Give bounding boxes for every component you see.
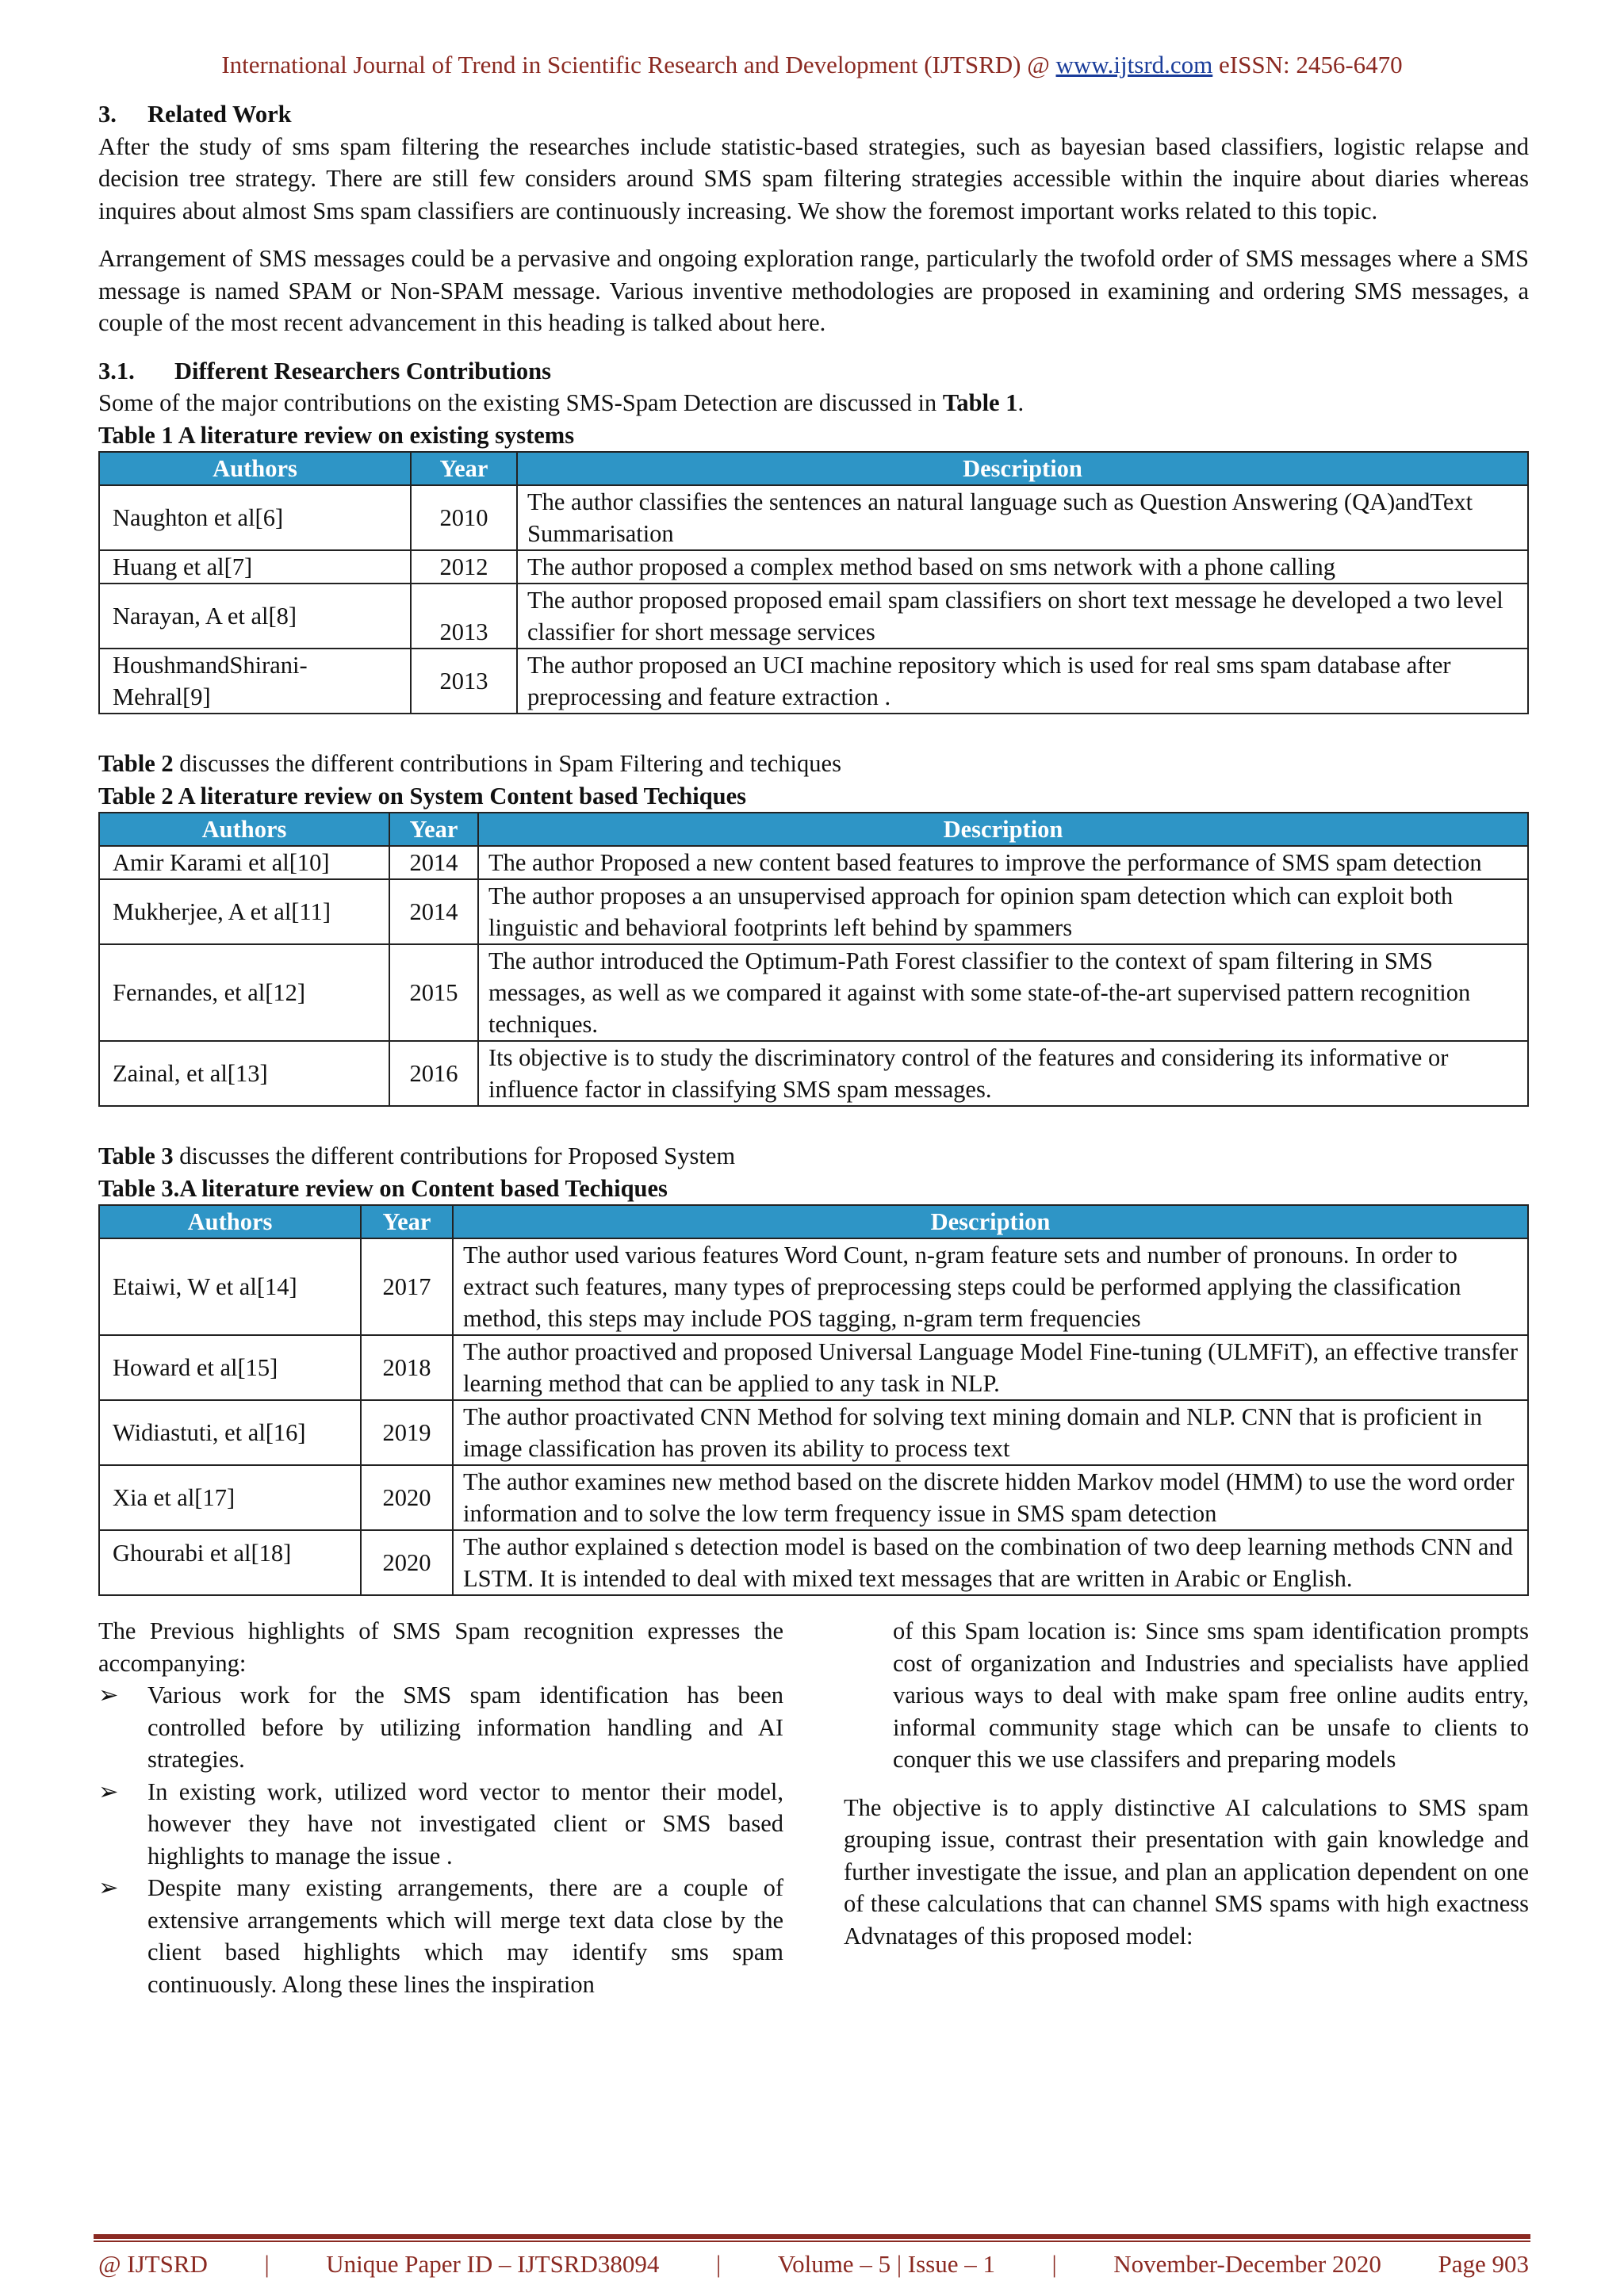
year-cell: 2020 — [361, 1465, 453, 1530]
year-cell: 2014 — [389, 846, 478, 879]
table-row — [99, 1238, 1528, 1335]
section-3-heading: 3. Related Work — [98, 101, 292, 128]
section-3-1-intro: Some of the major contributions on the existing SMS-Spam Detection are discussed in Table 1. — [98, 389, 1025, 416]
arrow-bullet-icon: ➢ — [98, 1777, 119, 1805]
table-2-caption: Table 2 A literature review on System Content based Techiques — [98, 782, 747, 809]
author-cell: Narayan, A et al[8] — [99, 584, 411, 649]
author-cell: Mukherjee, A et al[11] — [99, 879, 389, 944]
footer-separator: | — [715, 2250, 722, 2278]
description-cell: The author introduced the Optimum-Path Forest classifier to the context of spam filtering in SMS messages, as well as we compared it against with some state-of-the-art supervised pattern recognition techniques. — [478, 944, 1528, 1041]
footer-rule — [94, 2234, 1530, 2239]
author-cell: Howard et al[15] — [99, 1335, 361, 1400]
col-header-authors: Authors — [99, 452, 411, 485]
table-1 — [98, 451, 1529, 714]
highlights-intro: The Previous highlights of SMS Spam recognition expresses the accompanying: — [98, 1617, 783, 1677]
footer-page-number: Page 903 — [1438, 2250, 1529, 2278]
table-row — [99, 485, 1528, 550]
col-header-description: Description — [478, 813, 1528, 846]
journal-name: International Journal of Trend in Scientific Research and Development (IJTSRD) @ — [221, 51, 1056, 78]
description-cell: The author proactived and proposed Universal Language Model Fine-tuning (ULMFiT), an effective transfer learning method that can be applied to any task in NLP. — [453, 1335, 1528, 1400]
table-2-header-row — [99, 813, 1528, 846]
footer-separator: | — [264, 2250, 270, 2278]
description-cell: The author proposed an UCI machine repository which is used for real sms spam database after preprocessing and feature extraction . — [517, 649, 1528, 714]
table-1-header-row — [99, 452, 1528, 485]
list-item: ➢ Various work for the SMS spam identification has been controlled before by utilizing information handling and AI strategies. — [98, 1679, 783, 1776]
table-row — [99, 1530, 1528, 1595]
objective-paragraph: The objective is to apply distinctive AI calculations to SMS spam grouping issue, contrast their presentation with gain knowledge and further investigate the issue, and plan an application dependent on one of these calculations that can channel SMS spams with high exactness Advnatages of this proposed model: — [844, 1793, 1529, 1950]
footer-paper-id: Unique Paper ID – IJTSRD38094 — [326, 2250, 660, 2278]
table-1-caption: Table 1 A literature review on existing systems — [98, 421, 575, 449]
section-3-1-heading: 3.1. Different Researchers Contributions — [98, 357, 551, 385]
year-cell: 2013 — [411, 584, 517, 649]
list-item: ➢ In existing work, utilized word vector to mentor their model, however they have not investigated client or SMS based highlights to manage the issue . — [98, 1776, 783, 1873]
year-cell: 2017 — [361, 1238, 453, 1335]
footer-date: November-December 2020 — [1113, 2250, 1381, 2278]
description-cell: The author Proposed a new content based features to improve the performance of SMS spam detection — [478, 846, 1528, 879]
description-cell: Its objective is to study the discriminatory control of the features and considering its informative or influence factor in classifying SMS spam messages. — [478, 1041, 1528, 1106]
table-2-intro: Table 2 discusses the different contributions in Spam Filtering and techiques — [98, 750, 841, 777]
col-header-description: Description — [517, 452, 1528, 485]
author-cell: Huang et al[7] — [99, 550, 411, 584]
author-cell: Xia et al[17] — [99, 1465, 361, 1530]
description-cell: The author examines new method based on the discrete hidden Markov model (HMM) to use the word order information and to solve the low term frequency issue in SMS spam detection — [453, 1465, 1528, 1530]
running-header — [0, 51, 1624, 79]
footer-journal: @ IJTSRD — [98, 2250, 208, 2278]
description-cell: The author explained s detection model is based on the combination of two deep learning methods CNN and LSTM. It is intended to deal with mixed text messages that are written in Arabic or English. — [453, 1530, 1528, 1595]
bullet-continuation: of this Spam location is: Since sms spam identification prompts cost of organization and Industries and specialists have applied various ways to deal with make spam free online audits entry, informal community stage which can be unsafe to clients to conquer this we use classifers and preparing models — [893, 1617, 1529, 1773]
arrow-bullet-icon: ➢ — [98, 1874, 119, 1901]
description-cell: The author proposes a an unsupervised approach for opinion spam detection which can exploit both linguistic and behavioral footprints left behind by spammers — [478, 879, 1528, 944]
author-cell: Zainal, et al[13] — [99, 1041, 389, 1106]
page-content — [98, 98, 1529, 2000]
table-row — [99, 649, 1528, 714]
highlights-list — [98, 1679, 783, 2000]
table-row — [99, 944, 1528, 1041]
col-header-authors: Authors — [99, 813, 389, 846]
table-3-caption: Table 3.A literature review on Content based Techiques — [98, 1174, 668, 1202]
table-3 — [98, 1204, 1529, 1596]
footer-volume-issue: Volume – 5 | Issue – 1 — [777, 2250, 995, 2278]
left-column — [98, 1615, 783, 2000]
section-3-paragraph-2: Arrangement of SMS messages could be a pervasive and ongoing exploration range, particularly the twofold order of SMS messages where a SMS message is named SPAM or Non-SPAM message. Various inventive methodologies are proposed in examining and ordering SMS messages, a couple of the most recent advancement in this heading is talked about here. — [98, 245, 1529, 336]
year-cell: 2014 — [389, 879, 478, 944]
two-column-body — [98, 1615, 1529, 2000]
author-cell: Ghourabi et al[18] — [99, 1530, 361, 1595]
year-cell: 2019 — [361, 1400, 453, 1465]
author-cell: Etaiwi, W et al[14] — [99, 1238, 361, 1335]
footer-rule-thin — [94, 2241, 1530, 2242]
table-3-header-row — [99, 1205, 1528, 1238]
description-cell: The author used various features Word Count, n-gram feature sets and number of pronouns. In order to extract such features, many types of preprocessing steps could be performed applying the classification method, this steps may include POS tagging, n-gram term frequencies — [453, 1238, 1528, 1335]
year-cell: 2015 — [389, 944, 478, 1041]
right-column — [844, 1615, 1529, 2000]
table-row — [99, 1335, 1528, 1400]
arrow-bullet-icon: ➢ — [98, 1682, 119, 1709]
author-cell: Fernandes, et al[12] — [99, 944, 389, 1041]
table-row — [99, 550, 1528, 584]
table-row — [99, 1400, 1528, 1465]
footer-separator: | — [1051, 2250, 1057, 2278]
list-item: ➢ Despite many existing arrangements, there are a couple of extensive arrangements which will merge text data close by the client based highlights which may identify sms spam continuously. Along these lines the inspiration — [98, 1872, 783, 2000]
author-cell: Naughton et al[6] — [99, 485, 411, 550]
col-header-year: Year — [411, 452, 517, 485]
year-cell: 2020 — [361, 1530, 453, 1595]
year-cell: 2018 — [361, 1335, 453, 1400]
year-cell: 2016 — [389, 1041, 478, 1106]
description-cell: The author proposed proposed email spam classifiers on short text message he developed a two level classifier for short message services — [517, 584, 1528, 649]
author-cell: Widiastuti, et al[16] — [99, 1400, 361, 1465]
col-header-year: Year — [389, 813, 478, 846]
year-cell: 2010 — [411, 485, 517, 550]
description-cell: The author classifies the sentences an natural language such as Question Answering (QA)andText Summarisation — [517, 485, 1528, 550]
table-2 — [98, 812, 1529, 1107]
table-row — [99, 584, 1528, 649]
col-header-authors: Authors — [99, 1205, 361, 1238]
table-row — [99, 1041, 1528, 1106]
table-row — [99, 1465, 1528, 1530]
section-3-paragraph-1: After the study of sms spam filtering the researches include statistic-based strategies, such as bayesian based classifiers, logistic relapse and decision tree strategy. There are still few considers around SMS spam filtering strategies accessible within the inquire about diaries whereas inquires about almost Sms spam classifiers are continuously increasing. We show the foremost important works related to this topic. — [98, 132, 1529, 224]
year-cell: 2012 — [411, 550, 517, 584]
table-row — [99, 846, 1528, 879]
table-row — [99, 879, 1528, 944]
description-cell: The author proposed a complex method based on sms network with a phone calling — [517, 550, 1528, 584]
year-cell: 2013 — [411, 649, 517, 714]
table-3-intro: Table 3 discusses the different contributions for Proposed System — [98, 1142, 736, 1169]
col-header-description: Description — [453, 1205, 1528, 1238]
author-cell: Amir Karami et al[10] — [99, 846, 389, 879]
running-footer — [98, 2250, 1529, 2279]
description-cell: The author proactivated CNN Method for solving text mining domain and NLP. CNN that is proficient in image classification has proven its ability to process text — [453, 1400, 1528, 1465]
author-cell: HoushmandShirani-Mehral[9] — [99, 649, 411, 714]
journal-website-link[interactable]: www.ijtsrd.com — [1055, 51, 1213, 78]
journal-issn: eISSN: 2456-6470 — [1212, 51, 1403, 78]
col-header-year: Year — [361, 1205, 453, 1238]
